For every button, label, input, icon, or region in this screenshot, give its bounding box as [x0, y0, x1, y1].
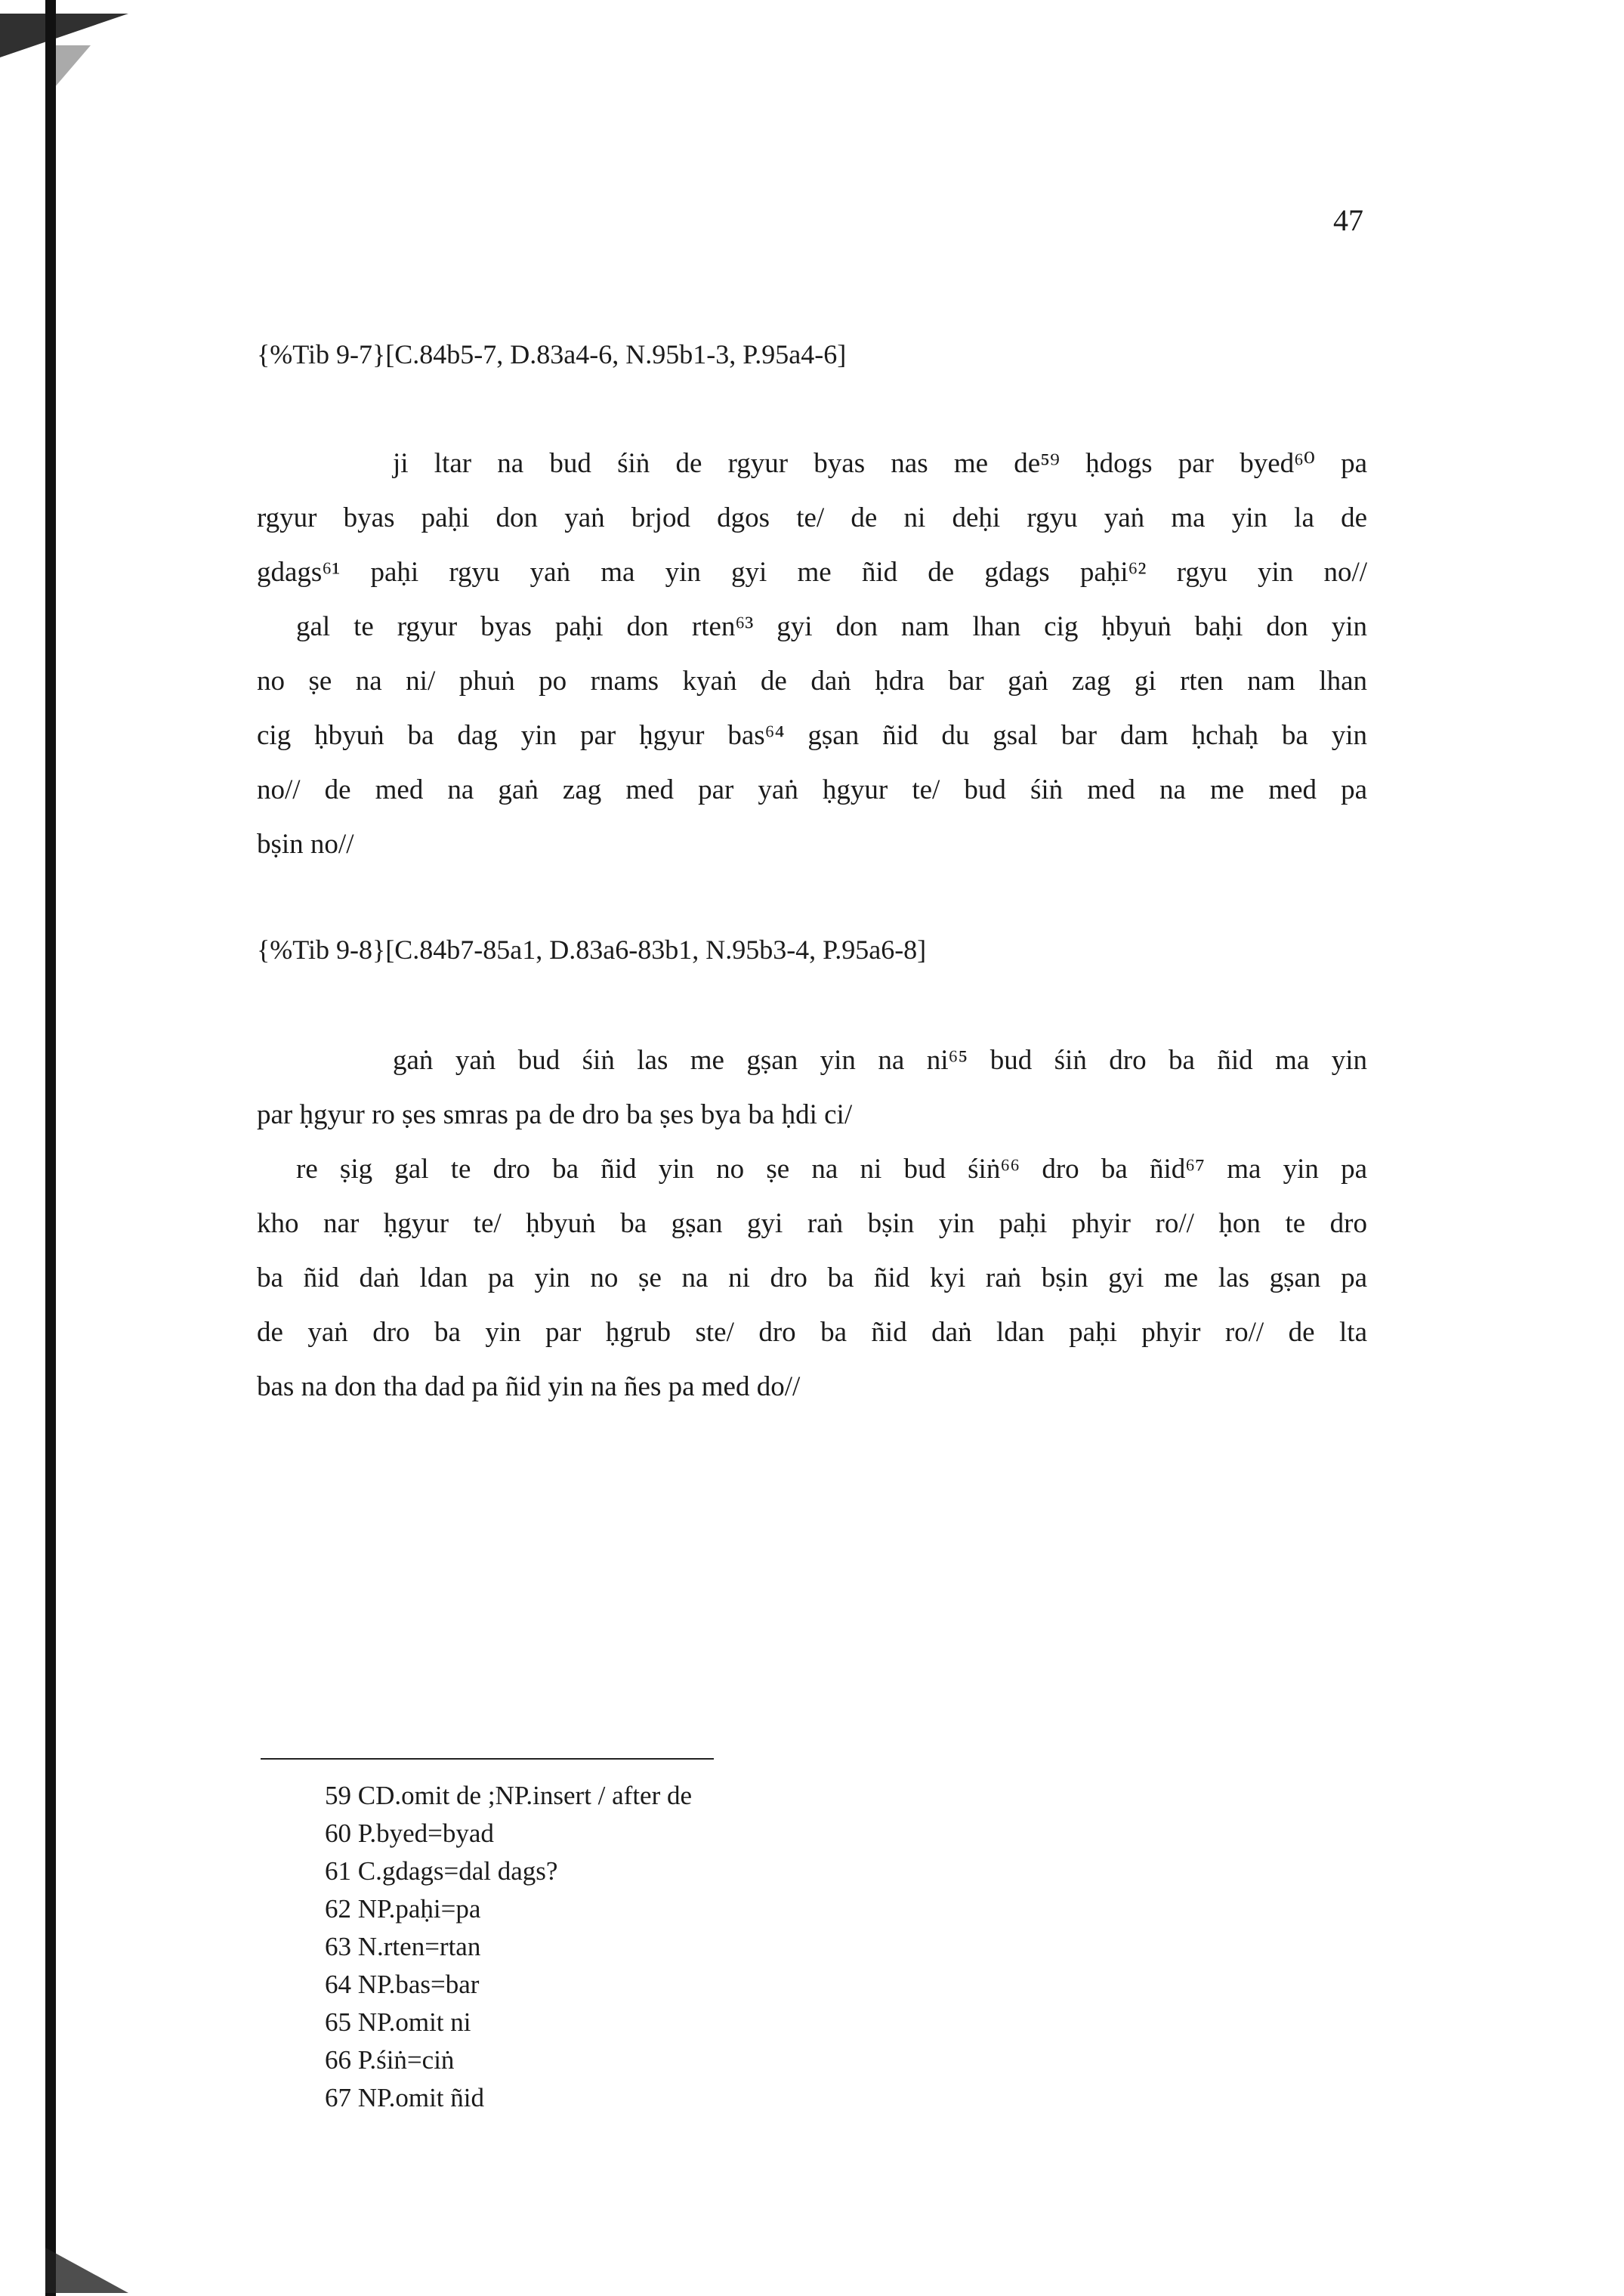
page-number: 47 — [1333, 203, 1363, 237]
section-header-9-8: {%Tib 9-8}[C.84b7-85a1, D.83a6-83b1, N.95b3-4, P.95a6-8] — [257, 935, 927, 965]
footnote: 62 NP.paḥi=pa — [325, 1894, 481, 1924]
text-line: gal te rgyur byas paḥi don rten⁶³ gyi don nam lhan cig ḥbyuṅ baḥi don yin — [296, 611, 1367, 642]
text-line: kho nar ḥgyur te/ ḥbyuṅ ba gṣan gyi raṅ bṣin yin paḥi phyir ro// ḥon te dro — [257, 1208, 1367, 1239]
binding-spine — [45, 0, 56, 2296]
text-line: gaṅ yaṅ bud śiṅ las me gṣan yin na ni⁶⁵ bud śiṅ dro ba ñid ma yin — [393, 1045, 1367, 1076]
footnotes-list — [325, 1777, 692, 2117]
section-header-9-7: {%Tib 9-7}[C.84b5-7, D.83a4-6, N.95b1-3, P.95a4-6] — [257, 339, 847, 369]
footnote: 67 NP.omit ñid — [325, 2083, 485, 2112]
binding-shadow-bottom — [45, 2248, 128, 2293]
text-line: no ṣe na ni/ phuṅ po rnams kyaṅ de daṅ ḥdra bar gaṅ zag gi rten nam lhan — [257, 666, 1367, 697]
footnote: 65 NP.omit ni — [325, 2007, 471, 2037]
footnote: 59 CD.omit de ;NP.insert / after de — [325, 1781, 693, 1810]
text-line: no// de med na gaṅ zag med par yaṅ ḥgyur te/ bud śiṅ med na me med pa — [257, 774, 1367, 805]
text-line: bṣin no// — [257, 829, 354, 860]
footnote: 61 C.gdags=dal dags? — [325, 1856, 558, 1886]
text-line: ba ñid daṅ ldan pa yin no ṣe na ni dro ba ñid kyi raṅ bṣin gyi me las gṣan pa — [257, 1262, 1367, 1293]
footnote: 60 P.byed=byad — [325, 1819, 494, 1848]
text-line: bas na don tha dad pa ñid yin na ñes pa med do// — [257, 1371, 801, 1402]
text-line: par ḥgyur ro ṣes smras pa de dro ba ṣes bya ba ḥdi ci/ — [257, 1099, 853, 1130]
text-line: ji ltar na bud śiṅ de rgyur byas nas me de⁵⁹ ḥdogs par byed⁶⁰ pa — [393, 448, 1367, 479]
footnote: 63 N.rten=rtan — [325, 1932, 481, 1961]
text-line: de yaṅ dro ba yin par ḥgrub ste/ dro ba ñid daṅ ldan paḥi phyir ro// de lta — [257, 1317, 1367, 1348]
text-line: gdags⁶¹ paḥi rgyu yaṅ ma yin gyi me ñid de gdags paḥi⁶² rgyu yin no// — [257, 557, 1367, 588]
paragraph-9-8 — [257, 1034, 1367, 1414]
text-line: cig ḥbyuṅ ba dag yin par ḥgyur bas⁶⁴ gṣan ñid du gsal bar dam ḥchaḥ ba yin — [257, 720, 1367, 751]
footnote-divider — [261, 1758, 714, 1760]
footnote: 64 NP.bas=bar — [325, 1970, 480, 1999]
footnote: 66 P.śiṅ=ciṅ — [325, 2045, 455, 2075]
text-line: rgyur byas paḥi don yaṅ brjod dgos te/ de ni deḥi rgyu yaṅ ma yin la de — [257, 502, 1367, 533]
text-line: re ṣig gal te dro ba ñid yin no ṣe na ni bud śiṅ⁶⁶ dro ba ñid⁶⁷ ma yin pa — [296, 1154, 1367, 1185]
paragraph-9-7 — [257, 437, 1367, 872]
